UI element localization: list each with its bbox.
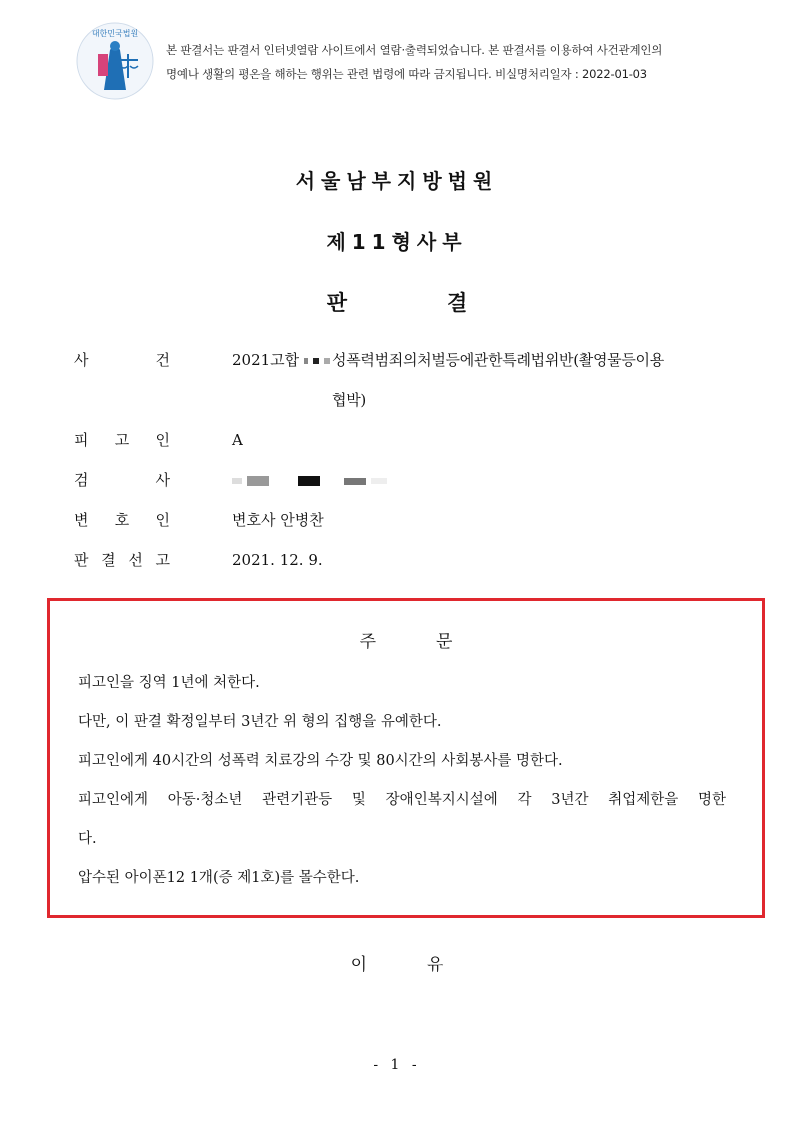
order-highlight-box xyxy=(47,598,765,918)
viewing-notice xyxy=(166,38,766,86)
verdict-date-value: 2021. 12. 9. xyxy=(232,551,323,569)
counsel-row xyxy=(74,500,754,540)
order-line: 압수된 아이폰12 1개(증 제1호)를 몰수한다. xyxy=(78,870,360,886)
redacted-block xyxy=(324,358,330,364)
case-name-line-1: 성폭력범죄의처벌등에관한특례법위반(촬영물등이용 xyxy=(332,351,664,369)
redacted-block xyxy=(344,478,366,485)
order-lines xyxy=(78,669,726,903)
order-line: 피고인에게 아동·청소년 관련기관등 및 장애인복지시설에 각 3년간 취업제한을 명한 xyxy=(78,792,726,808)
counsel-label: 변 호 인 xyxy=(74,511,170,529)
order-line: 피고인에게 40시간의 성폭력 치료강의 수강 및 80시간의 사회봉사를 명한다. xyxy=(78,753,563,769)
order-title: 주문 xyxy=(359,632,513,652)
order-line: 다. xyxy=(78,831,97,847)
division-name: 제11형사부 xyxy=(326,230,468,254)
page-number: - 1 - xyxy=(373,1057,421,1073)
notice-line-1: 본 판결서는 판결서 인터넷열람 사이트에서 열람·출력되었습니다. 본 판결서를 이용하여 사건관계인의 xyxy=(166,43,663,57)
counsel-value: 변호사 안병찬 xyxy=(232,511,324,529)
redacted-block xyxy=(298,476,320,486)
case-label: 사 건 xyxy=(74,351,170,369)
redacted-block xyxy=(371,478,387,484)
prosecutor-row xyxy=(74,460,754,500)
redacted-block xyxy=(313,358,319,364)
prosecutor-label: 검 사 xyxy=(74,471,170,489)
redacted-block xyxy=(247,476,269,486)
notice-line-2: 명예나 생활의 평온을 해하는 행위는 관련 법령에 따라 금지됩니다. 비실명처리일자 : 2022-01-03 xyxy=(166,67,647,81)
redacted-block xyxy=(232,478,242,484)
court-name: 서울남부지방법원 xyxy=(295,169,499,193)
order-line: 다만, 이 판결 확정일부터 3년간 위 형의 집행을 유예한다. xyxy=(78,714,442,730)
verdict-date-label: 판 결 선 고 xyxy=(74,551,170,569)
redacted-block xyxy=(274,478,294,484)
reason-title: 이유 xyxy=(350,955,504,975)
case-info xyxy=(74,340,754,580)
document-title: 판결 xyxy=(326,291,568,315)
case-number: 2021고합 xyxy=(232,340,330,380)
svg-text:대한민국법원: 대한민국법원 xyxy=(91,29,139,38)
redacted-block xyxy=(325,478,339,484)
case-row xyxy=(74,340,754,380)
case-name-line-2: 협박) xyxy=(332,391,366,409)
defendant-value: A xyxy=(232,431,243,449)
prosecutor-redacted xyxy=(232,460,387,500)
verdict-date-row xyxy=(74,540,754,580)
redacted-block xyxy=(304,358,308,364)
order-line: 피고인을 징역 1년에 처한다. xyxy=(78,675,260,691)
case-row-continued xyxy=(74,380,754,420)
court-logo-icon xyxy=(74,20,156,102)
defendant-row xyxy=(74,420,754,460)
defendant-label: 피 고 인 xyxy=(74,431,170,449)
